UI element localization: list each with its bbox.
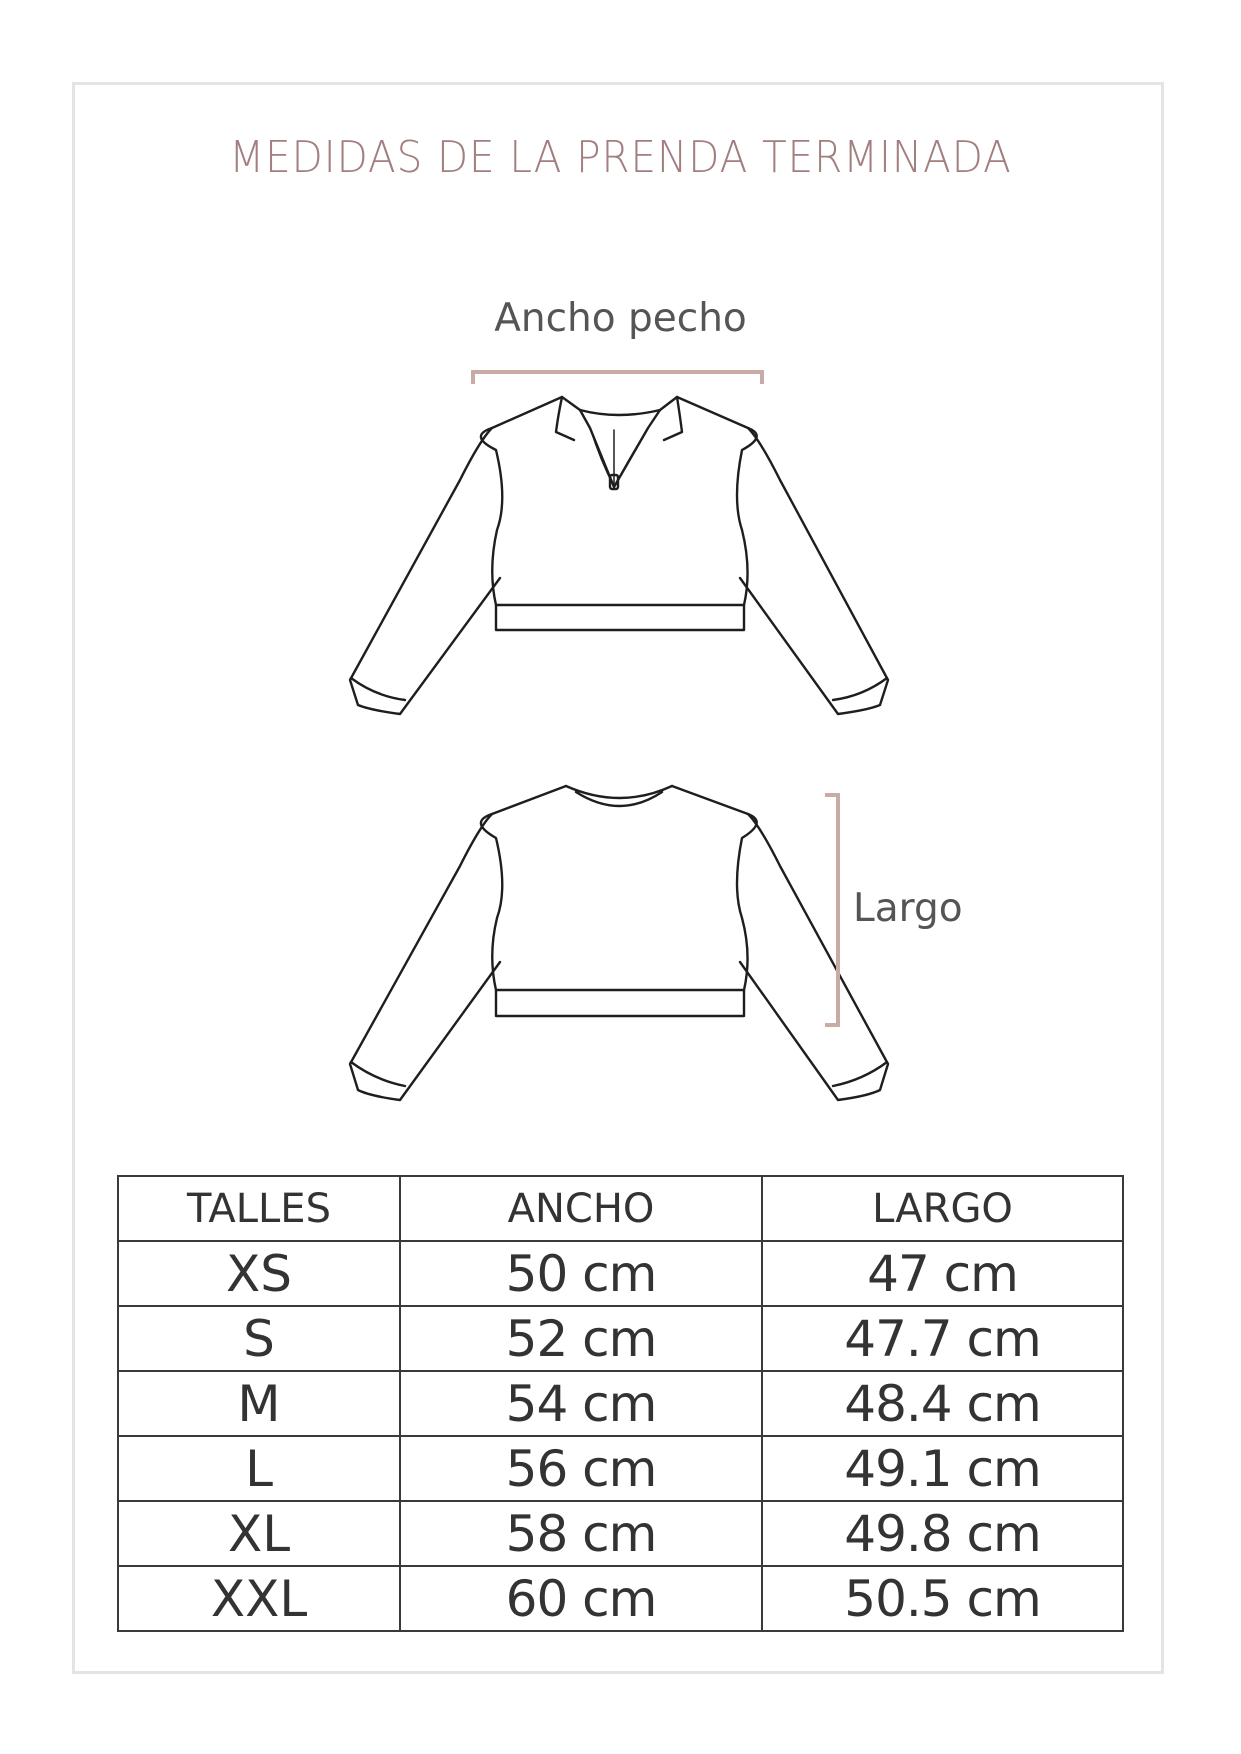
length-cell: 50.5 cm (762, 1566, 1123, 1631)
size-cell: XXL (118, 1566, 400, 1631)
header-sizes: TALLES (118, 1176, 400, 1241)
size-cell: XS (118, 1241, 400, 1306)
width-cell: 60 cm (400, 1566, 762, 1631)
size-table (117, 1175, 1124, 1632)
size-cell: XL (118, 1501, 400, 1566)
width-cell: 52 cm (400, 1306, 762, 1371)
table-row (118, 1566, 1123, 1631)
size-cell: S (118, 1306, 400, 1371)
width-cell: 56 cm (400, 1436, 762, 1501)
table-row (118, 1501, 1123, 1566)
back-view-sweatshirt (350, 786, 888, 1100)
chest-width-label: Ancho pecho (494, 296, 747, 341)
length-cell: 49.1 cm (762, 1436, 1123, 1501)
length-cell: 49.8 cm (762, 1501, 1123, 1566)
length-label: Largo (853, 886, 963, 931)
width-cell: 58 cm (400, 1501, 762, 1566)
width-cell: 54 cm (400, 1371, 762, 1436)
table-row (118, 1436, 1123, 1501)
header-width: ANCHO (400, 1176, 762, 1241)
length-cell: 47.7 cm (762, 1306, 1123, 1371)
width-cell: 50 cm (400, 1241, 762, 1306)
table-row (118, 1306, 1123, 1371)
header-length: LARGO (762, 1176, 1123, 1241)
chest-width-bracket (473, 372, 762, 384)
size-cell: L (118, 1436, 400, 1501)
length-cell: 47 cm (762, 1241, 1123, 1306)
table-row (118, 1241, 1123, 1306)
front-view-sweatshirt (350, 397, 888, 714)
size-table-header-row (118, 1176, 1123, 1241)
page-title: MEDIDAS DE LA PRENDA TERMINADA (229, 132, 1012, 183)
length-bracket (825, 795, 838, 1025)
length-cell: 48.4 cm (762, 1371, 1123, 1436)
size-cell: M (118, 1371, 400, 1436)
table-row (118, 1371, 1123, 1436)
